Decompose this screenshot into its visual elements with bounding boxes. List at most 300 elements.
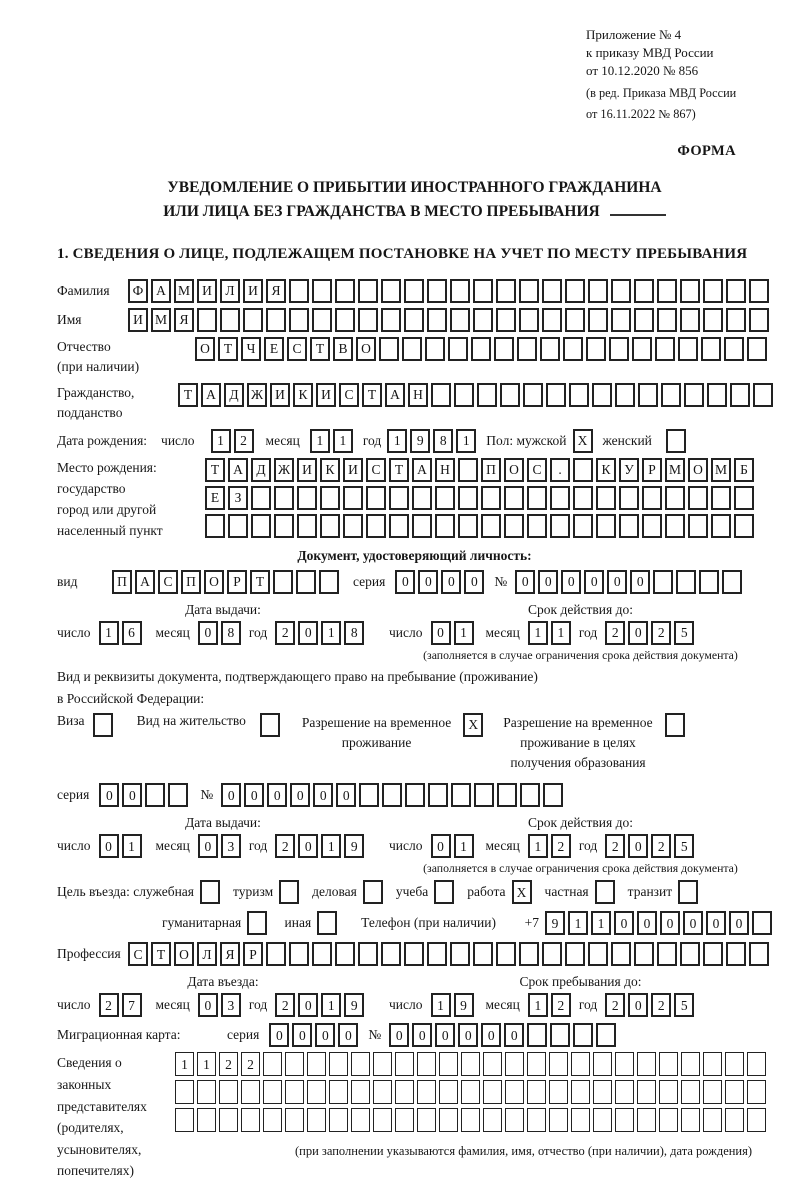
form-cell[interactable] [688,514,708,538]
form-cell[interactable] [519,279,539,303]
form-cell[interactable] [549,1052,568,1076]
form-cell[interactable]: 0 [729,911,749,935]
form-cell[interactable]: А [201,383,221,407]
form-cell[interactable] [405,783,425,807]
form-cell[interactable] [450,942,470,966]
form-cell[interactable]: Н [408,383,428,407]
form-cell[interactable] [431,383,451,407]
form-cell[interactable]: С [158,570,178,594]
form-cell[interactable]: X [573,429,593,453]
form-cell[interactable] [657,308,677,332]
form-cell[interactable]: 0 [706,911,726,935]
form-cell[interactable]: 0 [198,993,218,1017]
form-cell[interactable]: 0 [298,621,318,645]
form-cell[interactable]: X [512,880,532,904]
form-cell[interactable]: 0 [292,1023,312,1047]
form-cell[interactable] [519,308,539,332]
form-cell[interactable]: 0 [244,783,264,807]
form-cell[interactable] [461,1080,480,1104]
form-cell[interactable] [527,1108,546,1132]
form-cell[interactable] [273,570,293,594]
form-cell[interactable]: Т [205,458,225,482]
form-cell[interactable]: И [297,458,317,482]
form-cell[interactable] [543,783,563,807]
form-cell[interactable] [425,337,445,361]
form-cell[interactable] [615,1080,634,1104]
form-cell[interactable]: О [204,570,224,594]
form-cell[interactable] [381,308,401,332]
form-cell[interactable]: С [339,383,359,407]
form-cell[interactable] [263,1108,282,1132]
form-cell[interactable] [711,486,731,510]
form-cell[interactable] [145,783,165,807]
form-cell[interactable] [450,279,470,303]
form-cell[interactable]: А [385,383,405,407]
form-cell[interactable] [752,911,772,935]
form-cell[interactable]: 0 [660,911,680,935]
form-cell[interactable] [634,279,654,303]
form-cell[interactable]: 1 [528,993,548,1017]
form-cell[interactable] [724,337,744,361]
form-cell[interactable] [619,514,639,538]
form-cell[interactable] [363,880,383,904]
form-cell[interactable]: 1 [528,834,548,858]
form-cell[interactable]: 0 [561,570,581,594]
form-cell[interactable]: П [181,570,201,594]
form-cell[interactable]: 2 [219,1052,238,1076]
form-cell[interactable] [373,1080,392,1104]
form-cell[interactable]: 9 [410,429,430,453]
form-cell[interactable] [458,458,478,482]
form-cell[interactable] [586,337,606,361]
form-cell[interactable] [563,337,583,361]
form-cell[interactable] [395,1108,414,1132]
form-cell[interactable] [200,880,220,904]
form-cell[interactable] [703,942,723,966]
form-cell[interactable] [358,942,378,966]
form-cell[interactable] [573,458,593,482]
form-cell[interactable] [588,942,608,966]
form-cell[interactable] [297,486,317,510]
form-cell[interactable]: 2 [99,993,119,1017]
form-cell[interactable]: 1 [431,993,451,1017]
form-cell[interactable] [666,429,686,453]
form-cell[interactable]: 0 [630,570,650,594]
form-cell[interactable]: 1 [321,621,341,645]
form-cell[interactable] [637,1108,656,1132]
form-cell[interactable] [749,942,769,966]
form-cell[interactable]: С [527,458,547,482]
form-cell[interactable]: 2 [275,834,295,858]
form-cell[interactable]: А [412,458,432,482]
form-cell[interactable] [404,308,424,332]
form-cell[interactable] [722,570,742,594]
form-cell[interactable]: 5 [674,993,694,1017]
form-cell[interactable]: 8 [221,621,241,645]
form-cell[interactable] [395,1052,414,1076]
form-cell[interactable]: 0 [504,1023,524,1047]
form-cell[interactable]: 1 [568,911,588,935]
form-cell[interactable] [619,486,639,510]
form-cell[interactable] [358,279,378,303]
form-cell[interactable] [703,1080,722,1104]
form-cell[interactable]: 0 [99,783,119,807]
form-cell[interactable] [263,1052,282,1076]
form-cell[interactable] [678,337,698,361]
form-cell[interactable]: 1 [333,429,353,453]
form-cell[interactable]: 0 [122,783,142,807]
form-cell[interactable] [725,1080,744,1104]
form-cell[interactable]: Я [266,279,286,303]
form-cell[interactable]: И [128,308,148,332]
form-cell[interactable] [632,337,652,361]
form-cell[interactable]: 9 [344,993,364,1017]
form-cell[interactable]: 8 [344,621,364,645]
form-cell[interactable]: П [112,570,132,594]
form-cell[interactable] [481,514,501,538]
form-cell[interactable]: 0 [538,570,558,594]
form-cell[interactable] [366,486,386,510]
form-cell[interactable] [434,880,454,904]
form-cell[interactable] [366,514,386,538]
form-cell[interactable] [569,383,589,407]
form-cell[interactable] [251,514,271,538]
form-cell[interactable]: Н [435,458,455,482]
form-cell[interactable] [359,783,379,807]
form-cell[interactable] [681,1108,700,1132]
form-cell[interactable]: С [287,337,307,361]
form-cell[interactable] [573,486,593,510]
form-cell[interactable] [175,1080,194,1104]
form-cell[interactable] [320,486,340,510]
form-cell[interactable] [307,1080,326,1104]
form-cell[interactable]: И [197,279,217,303]
form-cell[interactable] [571,1052,590,1076]
form-cell[interactable]: А [135,570,155,594]
form-cell[interactable] [523,383,543,407]
form-cell[interactable] [593,1108,612,1132]
form-cell[interactable]: 0 [336,783,356,807]
form-cell[interactable] [703,1052,722,1076]
form-cell[interactable] [753,383,773,407]
form-cell[interactable] [312,279,332,303]
form-cell[interactable] [266,942,286,966]
form-cell[interactable]: 0 [99,834,119,858]
form-cell[interactable] [251,486,271,510]
form-cell[interactable] [637,1080,656,1104]
form-cell[interactable]: 2 [551,993,571,1017]
form-cell[interactable] [219,1080,238,1104]
form-cell[interactable] [565,279,585,303]
form-cell[interactable] [726,942,746,966]
form-cell[interactable] [659,1052,678,1076]
form-cell[interactable]: 1 [454,834,474,858]
form-cell[interactable] [228,514,248,538]
form-cell[interactable] [703,279,723,303]
form-cell[interactable] [481,486,501,510]
form-cell[interactable]: А [151,279,171,303]
form-cell[interactable] [699,570,719,594]
form-cell[interactable] [747,1108,766,1132]
form-cell[interactable] [351,1108,370,1132]
form-cell[interactable] [494,337,514,361]
form-cell[interactable] [381,279,401,303]
form-cell[interactable]: . [550,458,570,482]
form-cell[interactable] [335,308,355,332]
form-cell[interactable] [373,1052,392,1076]
form-cell[interactable] [260,713,280,737]
form-cell[interactable] [435,486,455,510]
form-cell[interactable]: 0 [198,621,218,645]
form-cell[interactable] [220,308,240,332]
form-cell[interactable]: 0 [338,1023,358,1047]
form-cell[interactable]: 0 [607,570,627,594]
form-cell[interactable] [379,337,399,361]
form-cell[interactable] [343,486,363,510]
form-cell[interactable]: 2 [651,993,671,1017]
form-cell[interactable]: 0 [431,834,451,858]
form-cell[interactable] [351,1080,370,1104]
form-cell[interactable]: Ж [274,458,294,482]
form-cell[interactable] [496,942,516,966]
form-cell[interactable] [596,486,616,510]
form-cell[interactable]: М [711,458,731,482]
form-cell[interactable] [247,911,267,935]
form-cell[interactable] [688,486,708,510]
form-cell[interactable] [609,337,629,361]
form-cell[interactable]: Р [243,942,263,966]
form-cell[interactable]: О [195,337,215,361]
form-cell[interactable] [725,1108,744,1132]
form-cell[interactable] [175,1108,194,1132]
form-cell[interactable]: 2 [605,993,625,1017]
form-cell[interactable]: 5 [674,621,694,645]
form-cell[interactable] [659,1080,678,1104]
form-cell[interactable]: 3 [221,993,241,1017]
form-cell[interactable] [461,1052,480,1076]
form-cell[interactable] [483,1052,502,1076]
form-cell[interactable]: З [228,486,248,510]
form-cell[interactable]: К [293,383,313,407]
form-cell[interactable] [454,383,474,407]
form-cell[interactable]: 1 [321,834,341,858]
form-cell[interactable] [680,279,700,303]
form-cell[interactable]: 0 [315,1023,335,1047]
form-cell[interactable] [676,570,696,594]
form-cell[interactable] [665,514,685,538]
form-cell[interactable]: 6 [122,621,142,645]
form-cell[interactable]: 0 [435,1023,455,1047]
form-cell[interactable]: 9 [344,834,364,858]
form-cell[interactable] [412,514,432,538]
form-cell[interactable] [458,514,478,538]
form-cell[interactable] [473,308,493,332]
form-cell[interactable] [395,1080,414,1104]
form-cell[interactable] [678,880,698,904]
form-cell[interactable]: 0 [515,570,535,594]
form-cell[interactable] [657,279,677,303]
form-cell[interactable]: И [343,458,363,482]
form-cell[interactable]: 0 [389,1023,409,1047]
form-cell[interactable] [451,783,471,807]
form-cell[interactable] [684,383,704,407]
form-cell[interactable] [497,783,517,807]
form-cell[interactable]: Т [218,337,238,361]
form-cell[interactable]: Я [174,308,194,332]
form-cell[interactable] [335,942,355,966]
form-cell[interactable] [665,713,685,737]
form-cell[interactable] [241,1080,260,1104]
form-cell[interactable] [351,1052,370,1076]
form-cell[interactable]: 0 [614,911,634,935]
form-cell[interactable]: Т [250,570,270,594]
form-cell[interactable]: 3 [221,834,241,858]
form-cell[interactable]: 2 [651,834,671,858]
form-cell[interactable] [307,1052,326,1076]
form-cell[interactable]: 1 [387,429,407,453]
form-cell[interactable]: 2 [605,834,625,858]
form-cell[interactable] [448,337,468,361]
form-cell[interactable] [730,383,750,407]
form-cell[interactable] [592,383,612,407]
form-cell[interactable] [458,486,478,510]
form-cell[interactable] [504,514,524,538]
form-cell[interactable]: 0 [298,834,318,858]
form-cell[interactable]: 1 [197,1052,216,1076]
form-cell[interactable] [504,486,524,510]
form-cell[interactable] [527,486,547,510]
form-cell[interactable] [637,1052,656,1076]
form-cell[interactable] [297,514,317,538]
form-cell[interactable]: К [596,458,616,482]
form-cell[interactable]: П [481,458,501,482]
form-cell[interactable] [734,514,754,538]
form-cell[interactable] [657,942,677,966]
form-cell[interactable] [197,1080,216,1104]
form-cell[interactable] [615,383,635,407]
form-cell[interactable] [726,279,746,303]
form-cell[interactable]: 1 [456,429,476,453]
form-cell[interactable] [550,514,570,538]
form-cell[interactable] [749,308,769,332]
form-cell[interactable] [588,308,608,332]
form-cell[interactable] [595,880,615,904]
form-cell[interactable] [473,279,493,303]
form-cell[interactable] [274,486,294,510]
form-cell[interactable]: С [128,942,148,966]
form-cell[interactable] [527,514,547,538]
form-cell[interactable] [517,337,537,361]
form-cell[interactable] [483,1080,502,1104]
form-cell[interactable] [289,308,309,332]
form-cell[interactable] [527,1052,546,1076]
form-cell[interactable]: 0 [198,834,218,858]
form-cell[interactable]: 1 [122,834,142,858]
form-cell[interactable]: Д [251,458,271,482]
form-cell[interactable] [320,514,340,538]
form-cell[interactable] [373,1108,392,1132]
form-cell[interactable] [289,279,309,303]
form-cell[interactable] [343,514,363,538]
form-cell[interactable]: 0 [628,621,648,645]
form-cell[interactable] [285,1108,304,1132]
form-cell[interactable] [474,783,494,807]
form-cell[interactable] [573,514,593,538]
form-cell[interactable] [307,1108,326,1132]
form-cell[interactable]: 0 [464,570,484,594]
form-cell[interactable] [289,942,309,966]
form-cell[interactable] [611,279,631,303]
form-cell[interactable]: О [504,458,524,482]
form-cell[interactable] [412,486,432,510]
form-cell[interactable]: 8 [433,429,453,453]
form-cell[interactable] [389,514,409,538]
form-cell[interactable]: А [228,458,248,482]
form-cell[interactable] [404,942,424,966]
form-cell[interactable] [505,1052,524,1076]
form-cell[interactable] [263,1080,282,1104]
form-cell[interactable]: 0 [441,570,461,594]
form-cell[interactable] [540,337,560,361]
form-cell[interactable] [243,308,263,332]
form-cell[interactable]: 0 [458,1023,478,1047]
form-cell[interactable]: 9 [454,993,474,1017]
form-cell[interactable] [703,308,723,332]
form-cell[interactable] [471,337,491,361]
form-cell[interactable] [358,308,378,332]
form-cell[interactable] [542,279,562,303]
form-cell[interactable] [707,383,727,407]
form-cell[interactable] [611,308,631,332]
form-cell[interactable] [168,783,188,807]
form-cell[interactable]: Е [264,337,284,361]
form-cell[interactable] [615,1052,634,1076]
form-cell[interactable]: 7 [122,993,142,1017]
form-cell[interactable] [382,783,402,807]
form-cell[interactable] [611,942,631,966]
form-cell[interactable] [477,383,497,407]
form-cell[interactable]: 0 [267,783,287,807]
form-cell[interactable] [329,1080,348,1104]
form-cell[interactable] [428,783,448,807]
form-cell[interactable] [279,880,299,904]
form-cell[interactable]: Р [227,570,247,594]
form-cell[interactable]: Е [205,486,225,510]
form-cell[interactable] [565,308,585,332]
form-cell[interactable] [542,942,562,966]
form-cell[interactable]: Д [224,383,244,407]
form-cell[interactable] [665,486,685,510]
form-cell[interactable] [417,1080,436,1104]
form-cell[interactable] [565,942,585,966]
form-cell[interactable] [473,942,493,966]
form-cell[interactable]: 1 [175,1052,194,1076]
form-cell[interactable]: Ж [247,383,267,407]
form-cell[interactable] [312,942,332,966]
form-cell[interactable] [681,1080,700,1104]
form-cell[interactable] [439,1108,458,1132]
form-cell[interactable]: 0 [418,570,438,594]
form-cell[interactable] [439,1052,458,1076]
form-cell[interactable] [427,279,447,303]
form-cell[interactable] [593,1052,612,1076]
form-cell[interactable] [680,942,700,966]
form-cell[interactable] [542,308,562,332]
form-cell[interactable] [615,1108,634,1132]
form-cell[interactable] [527,1080,546,1104]
form-cell[interactable] [381,942,401,966]
form-cell[interactable]: 1 [454,621,474,645]
